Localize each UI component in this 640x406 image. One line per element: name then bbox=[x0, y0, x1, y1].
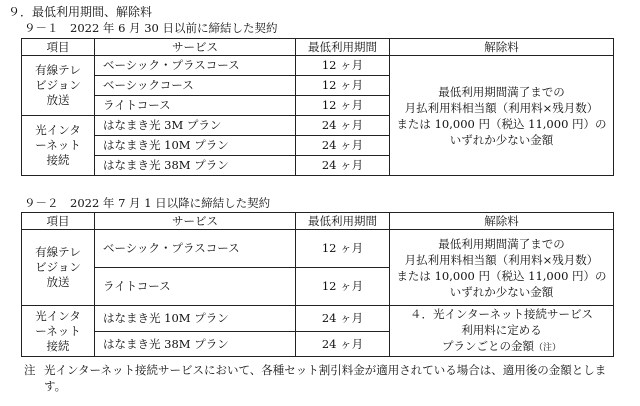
table-row bbox=[22, 56, 614, 76]
category-line: ビジョン bbox=[35, 78, 81, 92]
category-line: 放送 bbox=[46, 93, 70, 107]
service-name: ベーシックコース bbox=[95, 76, 296, 96]
header-min-period: 最低利用期間 bbox=[296, 213, 390, 230]
fee-line-text: プランごとの金額 bbox=[441, 339, 534, 353]
category-cable-tv bbox=[22, 230, 95, 306]
service-name: はなまき光 10M プラン bbox=[95, 136, 296, 156]
fee-line: 月払利用料相当額（利用料×残月数） bbox=[404, 252, 599, 267]
min-period: 24 ヶ月 bbox=[296, 331, 390, 357]
footnote-text: 光インターネット接続サービスにおいて、各種セット割引料金が適用されている場合は、適用後の金額とします。 bbox=[44, 363, 607, 393]
fee-line: 最低利用期間満了までの bbox=[438, 84, 565, 99]
fee-line: 利用料に定める bbox=[461, 323, 542, 337]
category-fiber-internet bbox=[22, 306, 95, 357]
fee-note-mark: （注） bbox=[533, 343, 561, 353]
table-header-row bbox=[22, 39, 614, 56]
service-name: はなまき光 38M プラン bbox=[95, 331, 296, 357]
header-item: 項目 bbox=[22, 39, 95, 56]
category-line: 放送 bbox=[46, 275, 70, 289]
category-line: 有線テレ bbox=[35, 245, 81, 259]
category-line: 接続 bbox=[46, 153, 70, 167]
service-name: はなまき光 10M プラン bbox=[95, 306, 296, 332]
category-line: 接続 bbox=[46, 338, 70, 353]
category-line: ーネット bbox=[35, 138, 81, 152]
header-min-period: 最低利用期間 bbox=[296, 39, 390, 56]
fee-line bbox=[390, 338, 613, 356]
service-name: ライトコース bbox=[95, 268, 296, 306]
cancel-fee-cell bbox=[390, 56, 614, 176]
footnote-mark: 注 bbox=[24, 363, 36, 377]
table1-caption: ９－１ 2022 年 6 月 30 日以前に締結した契約 bbox=[24, 21, 278, 35]
table-row bbox=[22, 306, 614, 332]
header-service: サービス bbox=[95, 213, 296, 230]
min-period: 12 ヶ月 bbox=[296, 76, 390, 96]
service-name: ベーシック・プラスコース bbox=[95, 230, 296, 268]
category-fiber-internet bbox=[22, 116, 95, 176]
service-name: はなまき光 3M プラン bbox=[95, 116, 296, 136]
header-item: 項目 bbox=[22, 213, 95, 230]
fee-line: または 10,000 円（税込 11,000 円）の bbox=[396, 116, 607, 131]
table2-caption: ９－２ 2022 年 7 月 1 日以降に締結した契約 bbox=[24, 196, 271, 210]
min-period: 12 ヶ月 bbox=[296, 230, 390, 268]
header-cancel-fee: 解除料 bbox=[390, 39, 614, 56]
contract-table-before-2022-07 bbox=[21, 38, 614, 176]
header-service: サービス bbox=[95, 39, 296, 56]
category-line: 光インタ bbox=[35, 308, 81, 323]
fee-line: いずれか少ない金額 bbox=[449, 132, 554, 147]
category-line: 光インタ bbox=[35, 123, 81, 137]
fee-line: 最低利用期間満了までの bbox=[438, 236, 565, 251]
cancel-fee-cell bbox=[390, 306, 614, 357]
header-cancel-fee: 解除料 bbox=[390, 213, 614, 230]
min-period: 12 ヶ月 bbox=[296, 56, 390, 76]
contract-table-after-2022-07 bbox=[21, 212, 614, 357]
min-period: 24 ヶ月 bbox=[296, 136, 390, 156]
cancel-fee-cell bbox=[390, 230, 614, 306]
min-period: 12 ヶ月 bbox=[296, 96, 390, 116]
category-cable-tv bbox=[22, 56, 95, 116]
footnote bbox=[24, 362, 624, 394]
table-row bbox=[22, 230, 614, 268]
fee-line: または 10,000 円（税込 11,000 円）の bbox=[396, 268, 607, 283]
service-name: はなまき光 38M プラン bbox=[95, 156, 296, 176]
min-period: 24 ヶ月 bbox=[296, 156, 390, 176]
fee-line: いずれか少ない金額 bbox=[449, 284, 554, 299]
fee-line: ４．光インターネット接続サービス bbox=[410, 307, 593, 321]
category-line: ビジョン bbox=[35, 260, 81, 274]
table-header-row bbox=[22, 213, 614, 230]
fee-line: 月払利用料相当額（利用料×残月数） bbox=[404, 100, 599, 115]
section-title: ９．最低利用期間、解除料 bbox=[8, 5, 153, 19]
category-line: ーネット bbox=[35, 323, 81, 338]
service-name: ベーシック・プラスコース bbox=[95, 56, 296, 76]
min-period: 12 ヶ月 bbox=[296, 268, 390, 306]
service-name: ライトコース bbox=[95, 96, 296, 116]
category-line: 有線テレ bbox=[35, 63, 81, 77]
min-period: 24 ヶ月 bbox=[296, 306, 390, 332]
min-period: 24 ヶ月 bbox=[296, 116, 390, 136]
